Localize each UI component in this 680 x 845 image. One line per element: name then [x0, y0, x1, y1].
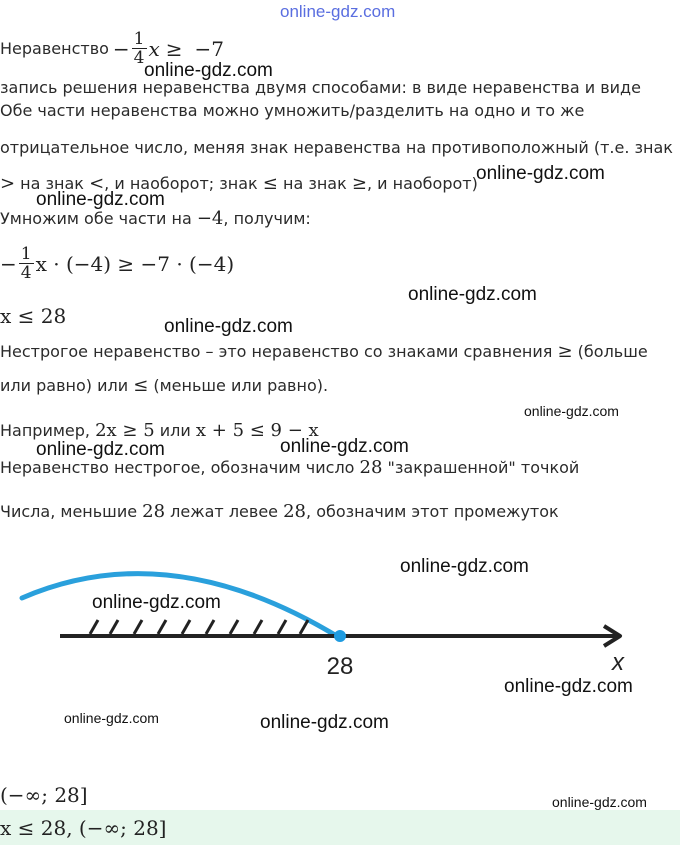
axis-label: x — [612, 649, 624, 676]
watermark-3: online-gdz.com — [36, 189, 165, 210]
text-fragment: Умножим обе части на — [0, 209, 197, 228]
task-label: Неравенство — [0, 38, 109, 58]
task-frac-num: 1 — [133, 29, 145, 49]
sign-le-2: ≤ — [133, 375, 149, 396]
watermark-14: online-gdz.com — [552, 794, 647, 810]
watermark-top: online-gdz.com — [280, 2, 396, 21]
text-line-8 — [0, 421, 319, 441]
watermark-2: online-gdz.com — [476, 163, 605, 184]
number-28: 28 — [283, 501, 307, 522]
example-1: 2x ≥ 5 — [95, 420, 155, 441]
text-fragment: Нестрогое неравенство – это неравенство со знаками сравнения — [0, 342, 558, 361]
text-fragment: или равно) или — [0, 376, 134, 395]
watermark-11: online-gdz.com — [504, 676, 633, 697]
text-fragment: Числа, меньшие — [0, 502, 143, 521]
sign-ge: ≥ — [351, 173, 367, 194]
eq1-rest: x · (−4) ≥ −7 · (−4) — [35, 251, 235, 276]
eq1-minus: − — [0, 251, 17, 276]
text-fragment: лежат левее — [165, 502, 284, 521]
final-answer-box — [0, 810, 680, 845]
eq1-frac-den: 4 — [20, 263, 32, 283]
text-fragment: , и наоборот) — [366, 174, 478, 193]
answer-interval: (−∞; 28] — [0, 783, 88, 807]
text-line-3: отрицательное число, меняя знак неравенства на противоположный (т.е. знак — [0, 138, 673, 157]
watermark-1: online-gdz.com — [144, 60, 273, 81]
sign-le: ≤ — [262, 173, 278, 194]
task-rhs: −7 — [194, 36, 225, 61]
point-label: 28 — [326, 653, 354, 680]
text-fragment: (меньше или равно). — [148, 376, 329, 395]
eq1-fraction — [19, 245, 34, 282]
sign-ge-2: ≥ — [557, 341, 573, 362]
eq1-frac-num: 1 — [20, 244, 32, 264]
text-line-7 — [0, 376, 328, 396]
example-2: x + 5 ≤ 9 − x — [195, 420, 319, 441]
watermark-5: online-gdz.com — [164, 316, 293, 337]
watermark-4: online-gdz.com — [408, 284, 537, 305]
watermark-6: online-gdz.com — [524, 403, 619, 419]
text-fragment: на знак — [15, 174, 90, 193]
text-fragment: Неравенство нестрогое, обозначим число — [0, 458, 360, 477]
text-fragment: или — [154, 421, 196, 440]
number-28: 28 — [359, 457, 383, 478]
task-rel: ≥ — [165, 36, 183, 61]
watermark-10: online-gdz.com — [92, 592, 221, 613]
text-line-10 — [0, 502, 559, 522]
text-fragment: , получим: — [223, 209, 311, 228]
text-line-5 — [0, 209, 311, 229]
watermark-13: online-gdz.com — [260, 712, 389, 733]
text-fragment: "закрашенной" точкой — [382, 458, 580, 477]
hatch-marks — [90, 620, 308, 634]
text-line-1: запись решения неравенства двумя способами: в виде неравенства и виде — [0, 78, 641, 97]
final-answer: x ≤ 28, (−∞; 28] — [0, 816, 167, 840]
text-fragment: , обозначим этот промежуток — [306, 502, 559, 521]
sign-lt: < — [89, 173, 105, 194]
task-frac-den: 4 — [133, 48, 145, 68]
task-var: x — [148, 36, 160, 61]
text-fragment: (больше — [572, 342, 648, 361]
equation-2: x ≤ 28 — [0, 304, 67, 328]
text-fragment: , и наоборот; знак — [104, 174, 263, 193]
watermark-8: online-gdz.com — [280, 436, 409, 457]
text-fragment: на знак — [277, 174, 352, 193]
text-line-6 — [0, 342, 648, 362]
equation-1 — [0, 245, 234, 282]
watermark-9: online-gdz.com — [400, 556, 529, 577]
number-28: 28 — [142, 501, 166, 522]
text-line-9 — [0, 458, 579, 478]
text-fragment: Например, — [0, 421, 96, 440]
task-minus: − — [112, 36, 130, 61]
watermark-12: online-gdz.com — [64, 710, 159, 726]
filled-point — [334, 630, 346, 642]
text-line-2: Обе части неравенства можно умножить/разделить на одно и то же — [0, 101, 585, 120]
sign-gt: > — [0, 173, 16, 194]
watermark-7: online-gdz.com — [36, 439, 165, 460]
multiplier: −4 — [196, 208, 224, 229]
